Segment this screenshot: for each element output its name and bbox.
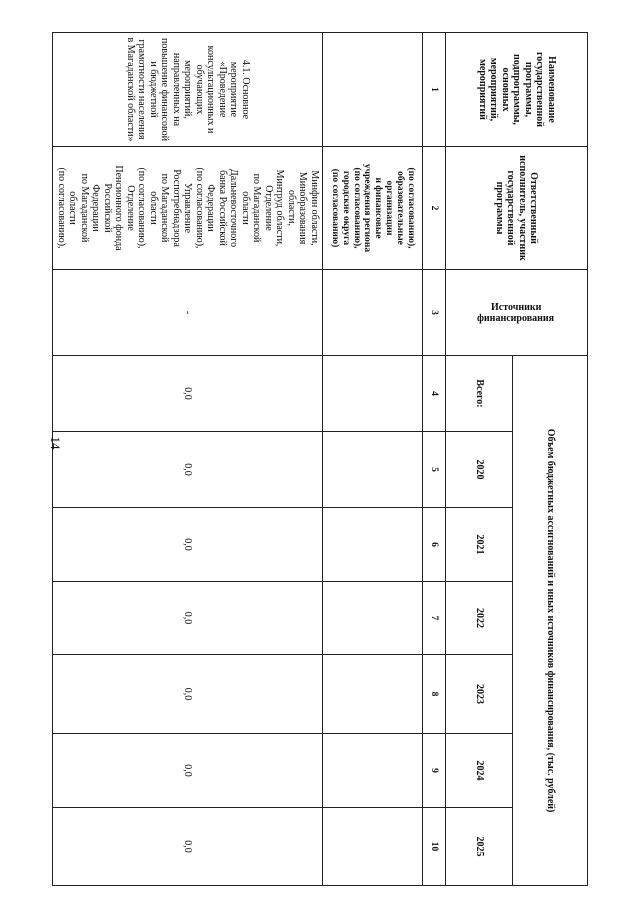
executor-line: (по согласованию),	[136, 167, 148, 249]
value-2023: 0,0	[53, 655, 323, 734]
row-executor	[323, 147, 423, 270]
executor-line: по Магаданской	[251, 173, 263, 243]
column-index: 5	[423, 432, 446, 508]
value-2022	[323, 582, 423, 655]
executor-line: Минфин области,	[309, 170, 320, 246]
executor-line: Отделение	[263, 185, 274, 231]
executor-line: области	[240, 191, 251, 225]
executor-line: Российской	[102, 183, 113, 233]
column-index: 4	[423, 356, 446, 432]
header-source	[446, 270, 588, 356]
header-year-2024: 2024	[446, 734, 513, 808]
column-index: 6	[423, 508, 446, 582]
column-index: 9	[423, 734, 446, 808]
table-row	[53, 33, 323, 886]
column-index: 1	[423, 33, 446, 147]
executor-line: области	[67, 191, 79, 225]
executor-line: образовательные	[395, 171, 406, 245]
header-year-2023: 2023	[446, 655, 513, 734]
executor-line: (по согласованию)	[329, 168, 340, 248]
header-executor: Ответственный исполнитель, участник государственной программы	[446, 147, 588, 270]
executor-line: (по согласованию),	[194, 167, 205, 249]
value-2025	[323, 808, 423, 886]
value-2021	[323, 508, 423, 582]
header-year-2020: 2020	[446, 432, 513, 508]
executor-line: по Магаданской	[79, 173, 90, 243]
value-2023	[323, 655, 423, 734]
table-row	[323, 33, 423, 886]
executor-line: Минобразования	[297, 171, 309, 245]
executor-line: по Магаданской	[159, 173, 171, 243]
value-2022: 0,0	[53, 582, 323, 655]
column-index: 7	[423, 582, 446, 655]
executor-line: (по согласованию),	[351, 167, 362, 249]
header-total: Всего:	[446, 356, 513, 432]
executor-line: учреждения региона	[362, 163, 373, 253]
executor-line: банка Российской	[217, 170, 228, 246]
header-year-2025: 2025	[446, 808, 513, 886]
value-total	[323, 356, 423, 432]
header-source-text: Источники финансирования	[477, 301, 556, 324]
executor-line: Минтруд области,	[274, 169, 286, 247]
executor-line: (по согласованию),	[56, 167, 67, 249]
header-row-1	[513, 33, 588, 886]
rotated-table-wrapper	[56, 32, 588, 857]
header-year-2021: 2021	[446, 508, 513, 582]
header-name: Наименование государственной программы, подпрограммы, основных мероприятий, мероприятий	[446, 33, 588, 147]
column-index: 3	[423, 270, 446, 356]
executor-line: области	[148, 191, 159, 225]
value-2020	[323, 432, 423, 508]
column-index: 8	[423, 655, 446, 734]
row-source: -	[53, 270, 323, 356]
value-2025: 0,0	[53, 808, 323, 886]
row-executor	[53, 147, 323, 270]
funding-table	[53, 32, 589, 886]
executor-line: городские округа	[340, 170, 351, 246]
executor-line: области,	[286, 190, 297, 226]
header-year-2022: 2022	[446, 582, 513, 655]
executor-line: организации	[384, 180, 395, 236]
executor-lines	[56, 150, 321, 266]
executor-line: Федерации	[205, 184, 217, 232]
executor-lines	[329, 150, 416, 266]
value-2020: 0,0	[53, 432, 323, 508]
column-index-row	[423, 33, 446, 886]
row-name: 4.1. Основное мероприятие «Проведение консультационных и обучающих мероприятий, направленных на повышение финансовой и бюджетной грамотности населения в Магаданской области»	[53, 33, 323, 147]
executor-line: Федерации	[90, 184, 102, 232]
executor-line: Управление	[182, 182, 194, 234]
value-2024	[323, 734, 423, 808]
executor-line: и финансовые	[373, 177, 384, 239]
executor-line: Пенсионного фонда	[113, 165, 125, 251]
value-total: 0,0	[53, 356, 323, 432]
value-2021: 0,0	[53, 508, 323, 582]
executor-line: Отделение	[125, 185, 136, 231]
row-source	[323, 270, 423, 356]
header-funding-group: Объем бюджетных ассигнований и иных источников финансирования, (тыс. рублей)	[513, 356, 588, 886]
row-name	[323, 33, 423, 147]
executor-line: (по согласованию),	[406, 167, 417, 249]
value-2024: 0,0	[53, 734, 323, 808]
executor-line: Роспотребнадзора	[171, 169, 182, 247]
executor-line: Дальневосточного	[228, 168, 240, 248]
column-index: 10	[423, 808, 446, 886]
page-number: 14	[48, 436, 63, 450]
column-index: 2	[423, 147, 446, 270]
